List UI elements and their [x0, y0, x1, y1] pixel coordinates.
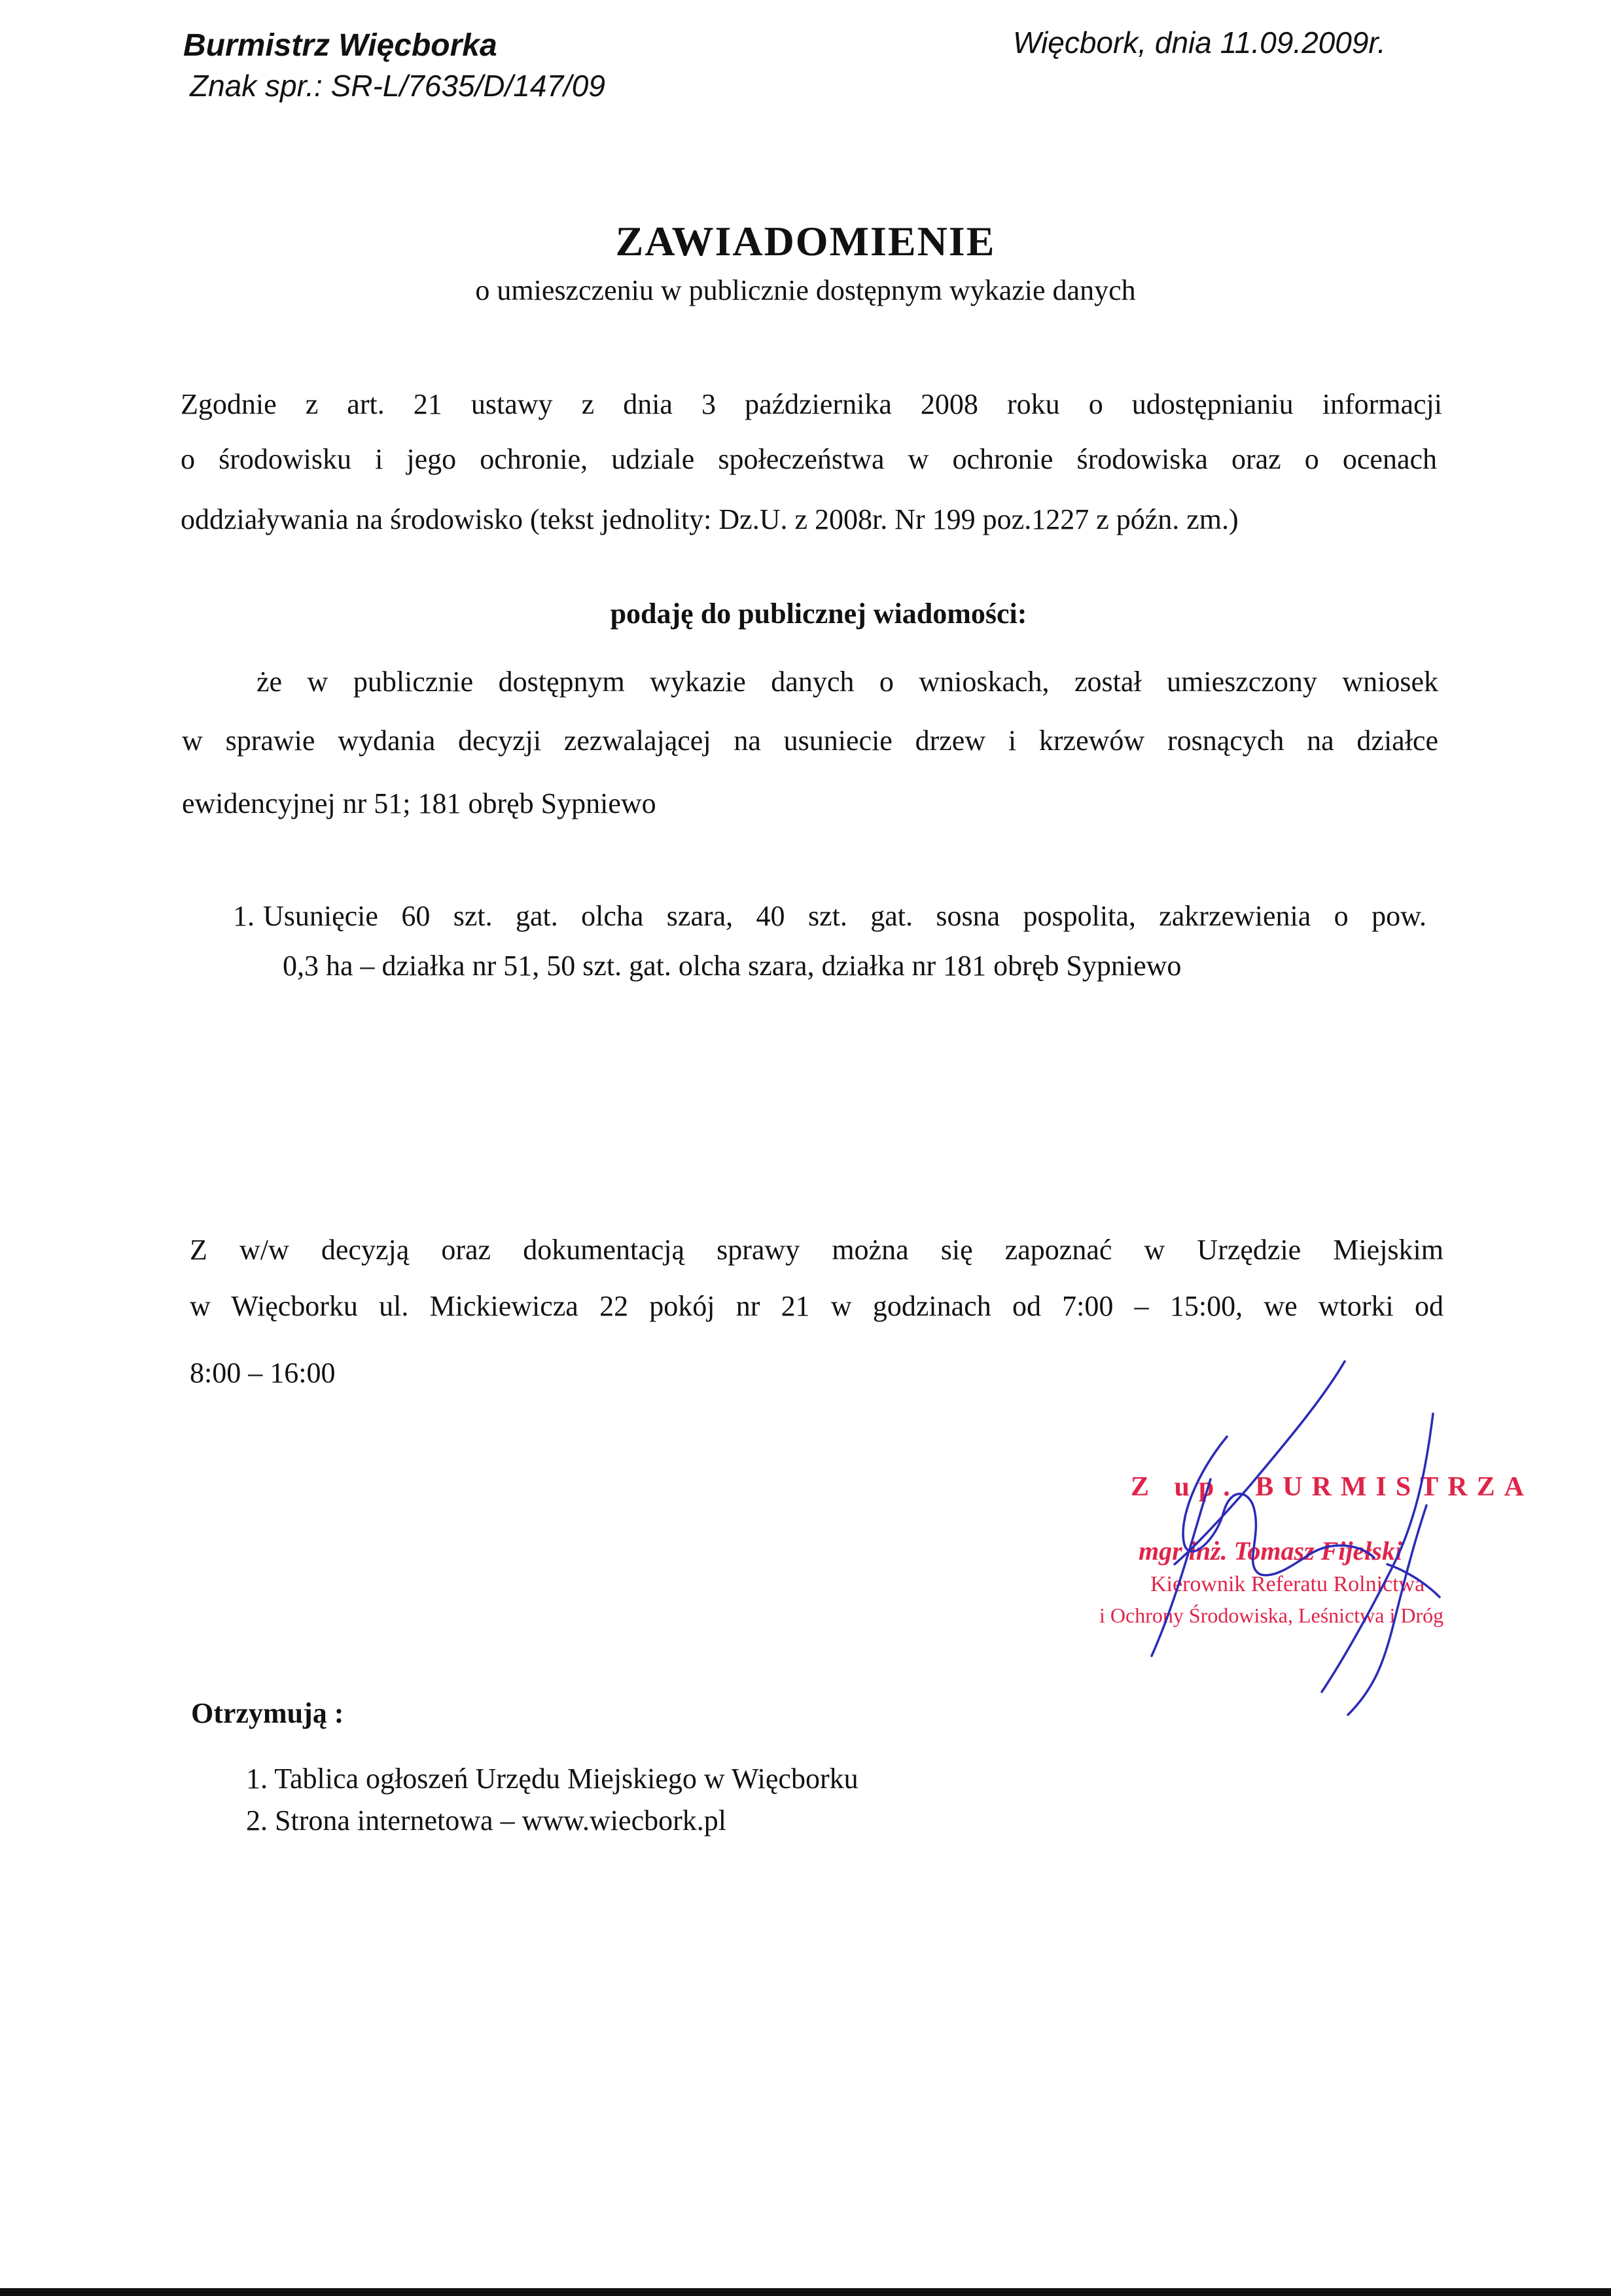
statement-line-2: w sprawie wydania decyzji zezwalającej na usuniecie drzew i krzewów rosnących na działce [182, 725, 1438, 757]
stamp-line-authority: Z up. BURMISTRZA [1131, 1472, 1533, 1502]
intro-line-3: oddziaływania na środowisko (tekst jednolity: Dz.U. z 2008r. Nr 199 poz.1227 z późn. zm.) [181, 503, 1239, 535]
info-line-3: 8:00 – 16:00 [190, 1357, 336, 1389]
office-name: Burmistrz Więcborka [183, 28, 497, 63]
place-and-date: Więcbork, dnia 11.09.2009r. [1013, 26, 1386, 60]
reference-number: Znak spr.: SR-L/7635/D/147/09 [190, 69, 605, 103]
document-subtitle: o umieszczeniu w publicznie dostępnym wykazie danych [475, 274, 1136, 306]
statement-line-3: ewidencyjnej nr 51; 181 obręb Sypniewo [182, 787, 656, 819]
intro-line-1: Zgodnie z art. 21 ustawy z dnia 3 października 2008 roku o udostępnianiu informacji [181, 388, 1442, 420]
recipients-heading: Otrzymują : [191, 1697, 344, 1729]
recipient-item-2: 2. Strona internetowa – www.wiecbork.pl [246, 1804, 726, 1837]
stamp-line-department: i Ochrony Środowiska, Leśnictwa i Dróg [1099, 1604, 1444, 1627]
announcement-heading: podaję do publicznej wiadomości: [610, 598, 1027, 630]
scan-edge-bar [0, 2288, 1611, 2296]
item-line-1: Usunięcie 60 szt. gat. olcha szara, 40 szt. gat. sosna pospolita, zakrzewienia o pow. [263, 900, 1426, 932]
recipient-item-1: 1. Tablica ogłoszeń Urzędu Miejskiego w Więcborku [246, 1763, 859, 1795]
info-line-1: Z w/w decyzją oraz dokumentacją sprawy można się zapoznać w Urzędzie Miejskim [190, 1234, 1443, 1266]
statement-line-1: że w publicznie dostępnym wykazie danych o wnioskach, został umieszczony wniosek [257, 666, 1438, 698]
stamp-line-position: Kierownik Referatu Rolnictwa [1150, 1572, 1425, 1596]
info-line-2: w Więcborku ul. Mickiewicza 22 pokój nr 21 w godzinach od 7:00 – 15:00, we wtorki od [190, 1290, 1443, 1322]
document-title: ZAWIADOMIENIE [615, 218, 996, 264]
intro-line-2: o środowisku i jego ochronie, udziale społeczeństwa w ochronie środowiska oraz o ocenach [181, 443, 1437, 475]
handwritten-signature [1086, 1348, 1492, 1741]
stamp-line-name: mgr inż. Tomasz Fijełski [1139, 1536, 1403, 1566]
item-line-2: 0,3 ha – działka nr 51, 50 szt. gat. olcha szara, działka nr 181 obręb Sypniewo [283, 950, 1182, 982]
item-number: 1. [233, 900, 255, 932]
